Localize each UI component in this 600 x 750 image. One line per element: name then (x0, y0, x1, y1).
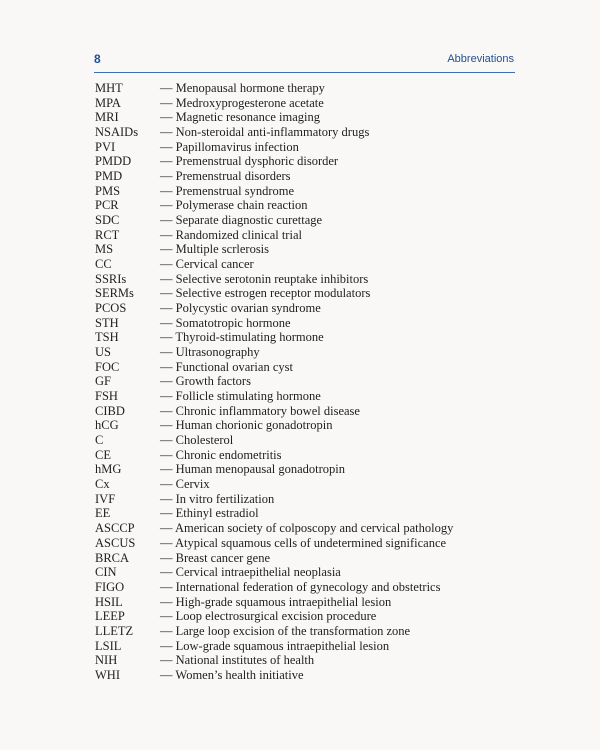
abbreviation-term: LEEP (95, 609, 125, 624)
abbreviation-definition: — Papillomavirus infection (160, 140, 299, 154)
abbreviation-entry (95, 551, 453, 566)
abbreviation-term: GF (95, 374, 111, 389)
abbreviation-definition: — Magnetic resonance imaging (160, 110, 320, 124)
abbreviation-term: PMS (95, 183, 121, 198)
abbreviation-entry (95, 506, 453, 521)
abbreviation-term: LSIL (95, 638, 122, 653)
abbreviation-definition: — Polycystic ovarian syndrome (160, 301, 321, 315)
abbreviation-definition: — Premenstrual dysphoric disorder (160, 154, 338, 168)
abbreviation-entry (95, 462, 453, 477)
abbreviation-term: STH (95, 315, 119, 330)
abbreviation-definition: — Ultrasonography (160, 345, 260, 359)
abbreviation-term: MHT (95, 81, 123, 95)
abbreviation-entry (95, 374, 453, 389)
abbreviation-definition: — Large loop excision of the transformation zone (160, 624, 410, 638)
abbreviation-definition: — Selective serotonin reuptake inhibitors (160, 272, 368, 286)
abbreviation-entry (95, 125, 453, 140)
abbreviation-definition: — Polymerase chain reaction (160, 198, 308, 212)
abbreviation-term: FOC (95, 359, 120, 374)
abbreviation-entry (95, 609, 453, 624)
abbreviation-entry (95, 81, 453, 96)
abbreviation-term: C (95, 433, 104, 448)
abbreviation-term: PCR (95, 198, 119, 213)
abbreviation-term: SDC (95, 213, 120, 228)
abbreviation-entry (95, 169, 453, 184)
abbreviation-term: MS (95, 242, 114, 257)
abbreviation-term: IVF (95, 491, 116, 506)
abbreviation-definition: — High-grade squamous intraepithelial lesion (160, 595, 391, 609)
abbreviation-entry (95, 316, 453, 331)
abbreviation-entry (95, 565, 453, 580)
abbreviation-entry (95, 301, 453, 316)
abbreviation-term: BRCA (95, 550, 130, 565)
abbreviation-entry (95, 213, 453, 228)
abbreviation-entry (95, 140, 453, 155)
abbreviation-entry (95, 536, 453, 551)
abbreviation-entry (95, 433, 453, 448)
abbreviation-entry (95, 242, 453, 257)
abbreviation-term: ASCCP (95, 521, 135, 536)
abbreviation-entry (95, 580, 453, 595)
page-header (94, 52, 515, 73)
abbreviation-entry (95, 272, 453, 287)
abbreviation-entry (95, 389, 453, 404)
abbreviation-term: LLETZ (95, 623, 134, 638)
section-title: Abbreviations (447, 53, 514, 65)
abbreviation-definition: — Premenstrual disorders (160, 169, 291, 183)
abbreviation-definition: — Growth factors (160, 374, 251, 388)
abbreviation-term: CIN (95, 565, 117, 580)
abbreviation-entry (95, 286, 453, 301)
abbreviation-definition: — Ethinyl estradiol (160, 506, 259, 520)
abbreviation-entry (95, 198, 453, 213)
abbreviation-entry (95, 477, 453, 492)
abbreviation-term: RCT (95, 227, 120, 242)
abbreviation-definition: — Breast cancer gene (160, 551, 270, 565)
abbreviation-definition: — Separate diagnostic curettage (160, 213, 322, 227)
abbreviation-term: CE (95, 447, 111, 462)
abbreviation-term: ASCUS (95, 535, 136, 550)
abbreviation-term: WHI (95, 667, 120, 682)
abbreviation-list (95, 81, 453, 683)
abbreviation-definition: — Premenstrual syndrome (160, 184, 294, 198)
abbreviation-term: FSH (95, 389, 118, 404)
abbreviation-entry (95, 330, 453, 345)
abbreviation-term: SSRIs (95, 271, 127, 286)
abbreviation-definition: — In vitro fertilization (160, 492, 274, 506)
abbreviation-definition: — Selective estrogen receptor modulators (160, 286, 370, 300)
abbreviation-term: TSH (95, 330, 119, 345)
abbreviation-definition: — Cholesterol (160, 433, 233, 447)
abbreviation-term: PCOS (95, 301, 127, 316)
abbreviation-definition: — Cervical cancer (160, 257, 254, 271)
abbreviation-definition: — Multiple scrlerosis (160, 242, 269, 256)
abbreviation-entry (95, 360, 453, 375)
abbreviation-definition: — Cervical intraepithelial neoplasia (160, 565, 341, 579)
abbreviation-definition: — Menopausal hormone therapy (160, 81, 325, 95)
abbreviation-entry (95, 228, 453, 243)
abbreviation-definition: — Loop electrosurgical excision procedure (160, 609, 376, 623)
abbreviation-definition: — Non-steroidal anti-inflammatory drugs (160, 125, 369, 139)
abbreviation-term: PMD (95, 169, 123, 184)
abbreviation-term: US (95, 345, 111, 360)
abbreviation-entry (95, 184, 453, 199)
abbreviation-entry (95, 624, 453, 639)
abbreviation-term: CIBD (95, 403, 125, 418)
abbreviation-entry (95, 110, 453, 125)
abbreviation-term: MPA (95, 95, 121, 110)
abbreviation-entry (95, 257, 453, 272)
abbreviation-entry (95, 345, 453, 360)
abbreviation-term: HSIL (95, 594, 123, 609)
page-number: 8 (94, 52, 101, 66)
abbreviation-entry (95, 96, 453, 111)
abbreviation-definition: — Somatotropic hormone (160, 316, 291, 330)
abbreviation-definition: — National institutes of health (160, 653, 314, 667)
abbreviation-definition: — Chronic inflammatory bowel disease (160, 404, 360, 418)
abbreviation-term: NSAIDs (95, 125, 139, 140)
abbreviation-entry (95, 492, 453, 507)
abbreviation-entry (95, 154, 453, 169)
abbreviation-definition: — Follicle stimulating hormone (160, 389, 321, 403)
abbreviation-definition: — International federation of gynecology and obstetrics (160, 580, 440, 594)
abbreviation-term: NIH (95, 653, 118, 668)
abbreviation-definition: — Chronic endometritis (160, 448, 282, 462)
abbreviation-entry (95, 418, 453, 433)
abbreviation-entry (95, 595, 453, 610)
abbreviation-definition: — Medroxyprogesterone acetate (160, 96, 324, 110)
abbreviation-entry (95, 448, 453, 463)
abbreviation-definition: — Randomized clinical trial (160, 228, 302, 242)
abbreviation-definition: — Thyroid-stimulating hormone (160, 330, 324, 344)
abbreviation-term: CC (95, 257, 112, 272)
abbreviation-term: hCG (95, 418, 119, 433)
abbreviation-definition: — Women’s health initiative (160, 668, 304, 682)
abbreviation-definition: — Atypical squamous cells of undetermined significance (160, 536, 446, 550)
abbreviation-term: PVI (95, 139, 116, 154)
abbreviation-definition: — American society of colposcopy and cervical pathology (160, 521, 453, 535)
abbreviation-entry (95, 404, 453, 419)
abbreviation-term: FIGO (95, 579, 125, 594)
abbreviation-entry (95, 521, 453, 536)
abbreviation-entry (95, 668, 453, 683)
abbreviation-term: EE (95, 506, 111, 521)
abbreviation-term: Cx (95, 477, 110, 492)
abbreviation-definition: — Human menopausal gonadotropin (160, 462, 345, 476)
abbreviation-term: hMG (95, 462, 122, 477)
abbreviation-definition: — Human chorionic gonadotropin (160, 418, 333, 432)
abbreviation-term: PMDD (95, 154, 132, 169)
abbreviation-entry (95, 653, 453, 668)
abbreviation-term: MRI (95, 110, 119, 125)
abbreviation-definition: — Cervix (160, 477, 210, 491)
abbreviation-definition: — Functional ovarian cyst (160, 360, 293, 374)
abbreviation-entry (95, 639, 453, 654)
abbreviation-definition: — Low-grade squamous intraepithelial lesion (160, 639, 389, 653)
abbreviation-term: SERMs (95, 286, 134, 301)
